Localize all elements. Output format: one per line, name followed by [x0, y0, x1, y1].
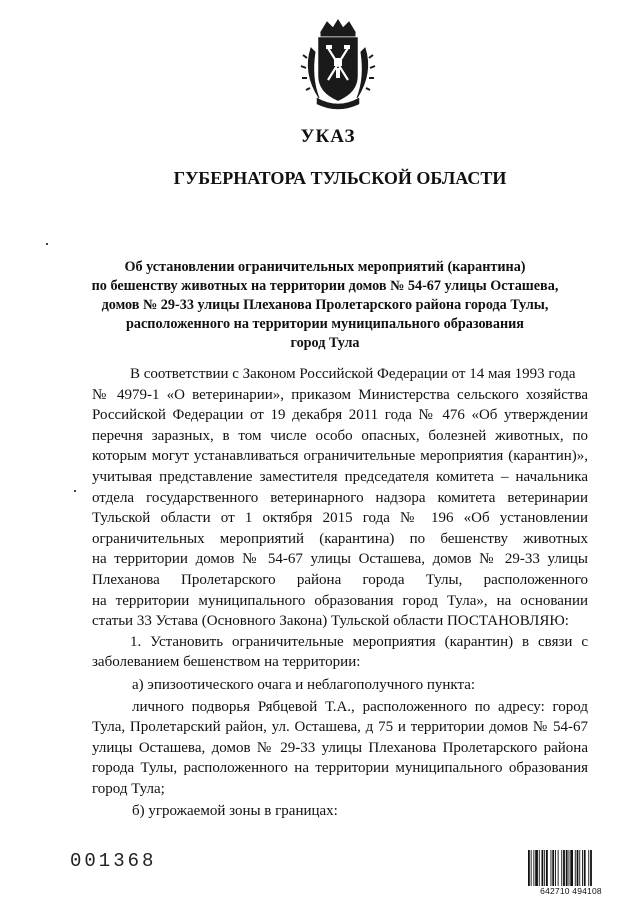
document-issuer: ГУБЕРНАТОРА ТУЛЬСКОЙ ОБЛАСТИ	[173, 168, 507, 188]
registration-number: 001368	[70, 850, 157, 872]
body-line: учитывая представление заместителя председателя комитета – начальника	[92, 468, 588, 485]
barcode-number: 642710 494108	[528, 886, 614, 896]
body-line: 1. Установить ограничительные мероприятия (карантин) в связи с	[130, 633, 588, 650]
heading-line: город Тула	[290, 335, 360, 351]
decree-heading	[70, 258, 580, 353]
body-line: б) угрожаемой зоны в границах:	[132, 803, 338, 820]
heading-line: домов № 29-33 улицы Плеханова Пролетарского района города Тулы,	[101, 297, 549, 313]
body-line: ограничительных мероприятий (карантина) по бешенству животных	[92, 530, 588, 547]
scan-speck	[74, 490, 76, 492]
body-line: Плеханова Пролетарского района города Тулы, расположенного	[92, 571, 588, 588]
heading-line: расположенного на территории муниципального образования	[126, 316, 524, 332]
coat-of-arms-emblem	[297, 18, 379, 110]
body-line: а) эпизоотического очага и неблагополучного пункта:	[132, 676, 476, 693]
body-line: города Тулы, расположенного на территории муниципального образования	[92, 760, 588, 777]
document-title: УКАЗ	[300, 126, 356, 147]
body-line: перечня заразных, в том числе особо опасных, болезней животных, по	[92, 427, 588, 444]
body-line: на территории домов № 54-67 улицы Осташева, домов № 29-33 улицы	[92, 551, 588, 568]
body-line: заболеванием бешенством на территории:	[92, 654, 361, 671]
body-line: Тула, Пролетарский район, ул. Осташева, д 75 и территории домов № 54-67	[92, 719, 588, 736]
body-line: на территории муниципального образования город Тула», на основании	[92, 592, 588, 609]
heading-line: по бешенству животных на территории домов № 54-67 улицы Осташева,	[91, 278, 559, 294]
body-line: отдела государственного ветеринарного надзора комитета ветеринарии	[92, 489, 588, 506]
scan-speck	[46, 243, 48, 245]
body-line: № 4979-1 «О ветеринарии», приказом Министерства сельского хозяйства	[92, 386, 588, 403]
body-line: Тульской области от 1 октября 2015 года № 196 «Об установлении	[92, 510, 588, 527]
body-line: которым могут устанавливаться ограничительные мероприятия (карантин)»,	[92, 448, 588, 465]
body-line: В соответствии с Законом Российской Федерации от 14 мая 1993 года	[130, 366, 576, 382]
body-line: Российской Федерации от 19 декабря 2011 года № 476 «Об утверждении	[92, 407, 588, 424]
decree-body	[92, 364, 588, 822]
body-line: статьи 33 Устава (Основного Закона) Тульской области ПОСТАНОВЛЯЮ:	[92, 613, 569, 630]
body-line: личного подворья Рябцевой Т.А., расположенного по адресу: город	[132, 698, 588, 715]
body-line: улицы Осташева, домов № 29-33 улицы Плеханова Пролетарского района	[92, 739, 588, 756]
heading-line: Об установлении ограничительных мероприятий (карантина)	[124, 259, 526, 275]
body-line: город Тула;	[92, 781, 165, 798]
